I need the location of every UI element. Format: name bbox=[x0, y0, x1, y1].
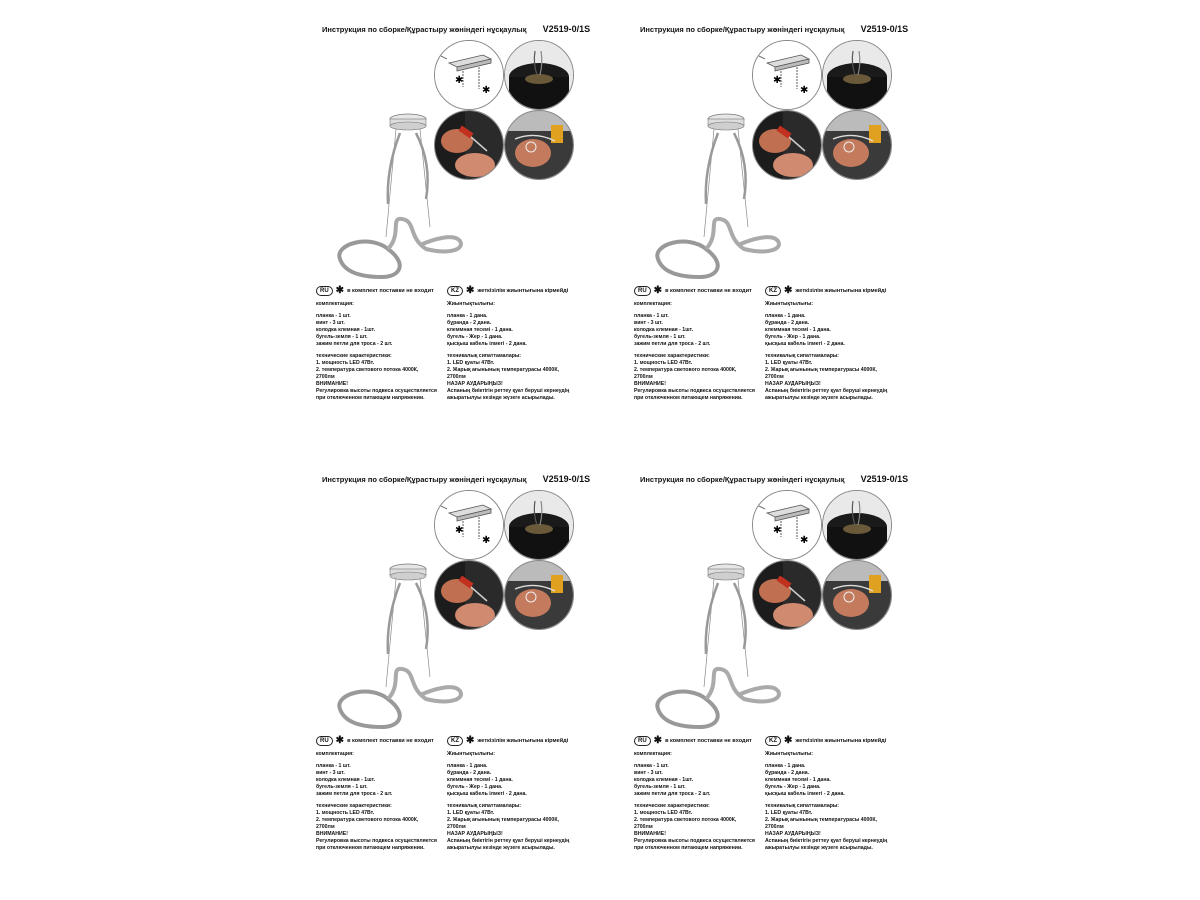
star-icon: ✱ bbox=[335, 735, 345, 746]
kz-tech-title: техникалық сипаттамалары: bbox=[447, 803, 522, 809]
kz-tech-item: 1. LED қуаты 47Вт. bbox=[765, 810, 813, 816]
kz-kit-item: клеммная тесемі - 1 дана. bbox=[765, 777, 831, 783]
terminal-connection-photo bbox=[822, 110, 892, 180]
ru-note: в комплект поставки не входит bbox=[665, 737, 752, 744]
kz-tech-item: 2. Жарық ағынының температурасы 4000К, bbox=[765, 367, 877, 373]
kz-kit-title: Жиынтықтылығы: bbox=[765, 301, 814, 307]
kz-tech-item: 1. LED қуаты 47Вт. bbox=[447, 360, 495, 366]
ru-kit-item: бугель-земля - 1 шт. bbox=[316, 334, 368, 340]
ru-tech-item: 1. мощность LED 47Вт. bbox=[316, 810, 375, 816]
kz-warning-title: НАЗАР АУДАРЫҢЫЗ! bbox=[765, 831, 821, 837]
ru-kit-item: колодка клемная - 1шт. bbox=[316, 327, 376, 333]
title-text: Инструкция по сборке/Құрастыру жөніндегі нұсқаулық bbox=[322, 475, 527, 484]
ru-tech-title: технические характеристики: bbox=[316, 353, 392, 359]
kz-header bbox=[447, 286, 582, 296]
pendant-lamp-illustration bbox=[648, 559, 788, 749]
kz-warning-text: ажыратылуы кезінде жүзеге асырылады. bbox=[765, 395, 873, 401]
kz-note: жеткізілім жиынтығына кірмейді bbox=[477, 737, 569, 744]
star-icon: ✱ bbox=[466, 285, 475, 296]
kz-kit-item: қысқыш кабель ілмегі - 2 дана. bbox=[447, 341, 527, 347]
kz-tech-item: 2700лм bbox=[765, 374, 784, 380]
kz-kit-item: планка - 1 дана. bbox=[447, 763, 488, 769]
ru-kit-item: планка - 1 шт. bbox=[316, 763, 351, 769]
star-icon: ✱ bbox=[784, 285, 793, 296]
kz-warning-text: ажыратылуы кезінде жүзеге асырылады. bbox=[447, 395, 555, 401]
sheet-title bbox=[322, 474, 590, 484]
ru-note: в комплект поставки не входит bbox=[665, 287, 752, 294]
title-text: Инструкция по сборке/Құрастыру жөніндегі нұсқаулық bbox=[640, 475, 845, 484]
kz-kit-item: бұранда - 2 дана. bbox=[447, 320, 492, 326]
ru-kit-item: планка - 1 шт. bbox=[316, 313, 351, 319]
kz-warning-text: Аспаның биіктігін реттеу қуат беруші кернеудің bbox=[447, 388, 570, 394]
terminal-connection-photo bbox=[504, 560, 574, 630]
kz-badge: KZ bbox=[447, 286, 463, 296]
terminal-connection-photo bbox=[504, 110, 574, 180]
terminal-connection-photo bbox=[822, 560, 892, 630]
model-number: V2519-0/1S bbox=[542, 474, 591, 484]
kz-tech-title: техникалық сипаттамалары: bbox=[765, 803, 840, 809]
kz-kit-item: планка - 1 дана. bbox=[765, 763, 806, 769]
ru-kit-title: комплектация: bbox=[634, 751, 672, 757]
ru-tech-item: 2700лм bbox=[634, 374, 653, 380]
ru-section bbox=[316, 736, 444, 852]
ru-header bbox=[634, 736, 762, 746]
kz-kit-item: бугель - Жер - 1 дана. bbox=[447, 334, 503, 340]
kz-header bbox=[447, 736, 582, 746]
ru-warning-text: Регулировка высоты подвеса осуществляется bbox=[316, 388, 437, 394]
star-icon: ✱ bbox=[653, 735, 663, 746]
sheet-title bbox=[640, 24, 908, 34]
kz-kit-title: Жиынтықтылығы: bbox=[447, 301, 496, 307]
kz-warning-title: НАЗАР АУДАРЫҢЫЗ! bbox=[447, 381, 503, 387]
kz-kit-item: планка - 1 дана. bbox=[765, 313, 806, 319]
ru-badge: RU bbox=[634, 286, 651, 296]
kz-kit-item: планка - 1 дана. bbox=[447, 313, 488, 319]
kz-kit-item: клеммная тесемі - 1 дана. bbox=[447, 327, 513, 333]
ru-warning-text: Регулировка высоты подвеса осуществляется bbox=[316, 838, 437, 844]
kz-kit-title: Жиынтықтылығы: bbox=[765, 751, 814, 757]
kz-kit-item: клеммная тесемі - 1 дана. bbox=[765, 327, 831, 333]
kz-kit-item: қысқыш кабель ілмегі - 2 дана. bbox=[765, 341, 845, 347]
ru-warning-text: Регулировка высоты подвеса осуществляется bbox=[634, 388, 755, 394]
ru-tech-item: 2. температура светового потока 4000К, bbox=[634, 817, 737, 823]
kz-warning-title: НАЗАР АУДАРЫҢЫЗ! bbox=[765, 381, 821, 387]
ru-tech-item: 2. температура светового потока 4000К, bbox=[316, 367, 419, 373]
ru-kit-item: планка - 1 шт. bbox=[634, 763, 669, 769]
ru-tech-title: технические характеристики: bbox=[316, 803, 392, 809]
sheet-title bbox=[322, 24, 590, 34]
kz-tech-item: 2700лм bbox=[447, 824, 466, 830]
ru-kit-item: колодка клемная - 1шт. bbox=[316, 777, 376, 783]
title-text: Инструкция по сборке/Құрастыру жөніндегі нұсқаулық bbox=[322, 25, 527, 34]
ru-kit-item: зажим петли для троса - 2 шт. bbox=[634, 791, 711, 797]
model-number: V2519-0/1S bbox=[860, 474, 909, 484]
kz-kit-item: бұранда - 2 дана. bbox=[765, 770, 810, 776]
mounting-bracket-diagram bbox=[434, 490, 504, 560]
sheet-title bbox=[640, 474, 908, 484]
kz-tech-item: 1. LED қуаты 47Вт. bbox=[765, 360, 813, 366]
kz-tech-item: 2700лм bbox=[765, 824, 784, 830]
pendant-lamp-illustration bbox=[330, 559, 470, 749]
ru-tech-title: технические характеристики: bbox=[634, 353, 710, 359]
ru-warning-title: ВНИМАНИЕ! bbox=[316, 831, 348, 837]
ru-kit-item: зажим петли для троса - 2 шт. bbox=[316, 341, 393, 347]
ru-warning-title: ВНИМАНИЕ! bbox=[316, 381, 348, 387]
mounting-bracket-diagram bbox=[752, 490, 822, 560]
kz-badge: KZ bbox=[765, 286, 781, 296]
kz-note: жеткізілім жиынтығына кірмейді bbox=[795, 737, 887, 744]
ru-tech-item: 1. мощность LED 47Вт. bbox=[634, 360, 693, 366]
ru-note: в комплект поставки не входит bbox=[347, 287, 434, 294]
ru-kit-item: винт - 3 шт. bbox=[316, 320, 345, 326]
svg-text:✱: ✱ bbox=[800, 85, 809, 96]
pendant-lamp-illustration bbox=[648, 109, 788, 299]
ru-header bbox=[316, 286, 444, 296]
canopy-wiring-photo bbox=[822, 40, 892, 110]
ru-warning-text: при отключенном питающем напряжении. bbox=[316, 395, 425, 401]
kz-kit-item: қысқыш кабель ілмегі - 2 дана. bbox=[765, 791, 845, 797]
kz-kit-title: Жиынтықтылығы: bbox=[447, 751, 496, 757]
kz-kit-item: бұранда - 2 дана. bbox=[765, 320, 810, 326]
star-icon: ✱ bbox=[335, 285, 345, 296]
ru-kit-item: бугель-земля - 1 шт. bbox=[634, 334, 686, 340]
svg-text:✱: ✱ bbox=[482, 535, 491, 546]
kz-warning-title: НАЗАР АУДАРЫҢЫЗ! bbox=[447, 831, 503, 837]
ru-tech-item: 1. мощность LED 47Вт. bbox=[634, 810, 693, 816]
kz-tech-item: 2. Жарық ағынының температурасы 4000К, bbox=[447, 367, 559, 373]
instruction-sheet bbox=[316, 24, 622, 444]
svg-text:✱: ✱ bbox=[455, 525, 464, 536]
kz-kit-item: бугель - Жер - 1 дана. bbox=[765, 334, 821, 340]
kz-header bbox=[765, 736, 900, 746]
kz-tech-title: техникалық сипаттамалары: bbox=[447, 353, 522, 359]
star-icon: ✱ bbox=[653, 285, 663, 296]
kz-warning-text: ажыратылуы кезінде жүзеге асырылады. bbox=[447, 845, 555, 851]
svg-text:✱: ✱ bbox=[773, 75, 782, 86]
kz-section bbox=[765, 286, 900, 402]
pendant-lamp-illustration bbox=[330, 109, 470, 299]
star-icon: ✱ bbox=[466, 735, 475, 746]
ru-kit-item: бугель-земля - 1 шт. bbox=[634, 784, 686, 790]
ru-note: в комплект поставки не входит bbox=[347, 737, 434, 744]
ru-tech-item: 2700лм bbox=[316, 374, 335, 380]
ru-kit-item: бугель-земля - 1 шт. bbox=[316, 784, 368, 790]
ru-warning-text: при отключенном питающем напряжении. bbox=[316, 845, 425, 851]
kz-note: жеткізілім жиынтығына кірмейді bbox=[795, 287, 887, 294]
kz-tech-item: 1. LED қуаты 47Вт. bbox=[447, 810, 495, 816]
ru-kit-title: комплектация: bbox=[316, 301, 354, 307]
kz-kit-item: бұранда - 2 дана. bbox=[447, 770, 492, 776]
ru-badge: RU bbox=[316, 736, 333, 746]
kz-header bbox=[765, 286, 900, 296]
ru-warning-text: при отключенном питающем напряжении. bbox=[634, 395, 743, 401]
ru-warning-text: Регулировка высоты подвеса осуществляется bbox=[634, 838, 755, 844]
ru-kit-item: винт - 3 шт. bbox=[316, 770, 345, 776]
ru-kit-item: винт - 3 шт. bbox=[634, 770, 663, 776]
canopy-wiring-photo bbox=[504, 490, 574, 560]
star-icon: ✱ bbox=[784, 735, 793, 746]
kz-badge: KZ bbox=[447, 736, 463, 746]
kz-tech-item: 2700лм bbox=[447, 374, 466, 380]
model-number: V2519-0/1S bbox=[542, 24, 591, 34]
ru-kit-item: планка - 1 шт. bbox=[634, 313, 669, 319]
ru-warning-title: ВНИМАНИЕ! bbox=[634, 381, 666, 387]
kz-kit-item: бугель - Жер - 1 дана. bbox=[765, 784, 821, 790]
instruction-sheet bbox=[316, 474, 622, 894]
kz-note: жеткізілім жиынтығына кірмейді bbox=[477, 287, 569, 294]
ru-kit-item: зажим петли для троса - 2 шт. bbox=[634, 341, 711, 347]
ru-tech-item: 1. мощность LED 47Вт. bbox=[316, 360, 375, 366]
ru-tech-item: 2700лм bbox=[634, 824, 653, 830]
svg-text:✱: ✱ bbox=[800, 535, 809, 546]
kz-tech-title: техникалық сипаттамалары: bbox=[765, 353, 840, 359]
canopy-wiring-photo bbox=[504, 40, 574, 110]
ru-kit-item: колодка клемная - 1шт. bbox=[634, 327, 694, 333]
kz-section bbox=[447, 286, 582, 402]
instruction-sheet bbox=[634, 474, 940, 894]
kz-warning-text: Аспаның биіктігін реттеу қуат беруші кернеудің bbox=[447, 838, 570, 844]
ru-kit-item: колодка клемная - 1шт. bbox=[634, 777, 694, 783]
model-number: V2519-0/1S bbox=[860, 24, 909, 34]
ru-tech-item: 2. температура светового потока 4000К, bbox=[316, 817, 419, 823]
instruction-sheet bbox=[634, 24, 940, 444]
kz-tech-item: 2. Жарық ағынының температурасы 4000К, bbox=[765, 817, 877, 823]
mounting-bracket-diagram bbox=[752, 40, 822, 110]
ru-tech-item: 2. температура светового потока 4000К, bbox=[634, 367, 737, 373]
canopy-wiring-photo bbox=[822, 490, 892, 560]
kz-warning-text: ажыратылуы кезінде жүзеге асырылады. bbox=[765, 845, 873, 851]
kz-warning-text: Аспаның биіктігін реттеу қуат беруші кернеудің bbox=[765, 388, 888, 394]
svg-text:✱: ✱ bbox=[455, 75, 464, 86]
ru-warning-title: ВНИМАНИЕ! bbox=[634, 831, 666, 837]
title-text: Инструкция по сборке/Құрастыру жөніндегі нұсқаулық bbox=[640, 25, 845, 34]
ru-kit-item: винт - 3 шт. bbox=[634, 320, 663, 326]
ru-header bbox=[634, 286, 762, 296]
ru-section bbox=[316, 286, 444, 402]
kz-kit-item: клеммная тесемі - 1 дана. bbox=[447, 777, 513, 783]
kz-badge: KZ bbox=[765, 736, 781, 746]
kz-tech-item: 2. Жарық ағынының температурасы 4000К, bbox=[447, 817, 559, 823]
svg-text:✱: ✱ bbox=[482, 85, 491, 96]
kz-kit-item: бугель - Жер - 1 дана. bbox=[447, 784, 503, 790]
ru-kit-title: комплектация: bbox=[634, 301, 672, 307]
kz-kit-item: қысқыш кабель ілмегі - 2 дана. bbox=[447, 791, 527, 797]
ru-tech-title: технические характеристики: bbox=[634, 803, 710, 809]
ru-warning-text: при отключенном питающем напряжении. bbox=[634, 845, 743, 851]
ru-badge: RU bbox=[634, 736, 651, 746]
ru-kit-item: зажим петли для троса - 2 шт. bbox=[316, 791, 393, 797]
ru-section bbox=[634, 736, 762, 852]
ru-kit-title: комплектация: bbox=[316, 751, 354, 757]
svg-text:✱: ✱ bbox=[773, 525, 782, 536]
kz-section bbox=[447, 736, 582, 852]
mounting-bracket-diagram bbox=[434, 40, 504, 110]
kz-section bbox=[765, 736, 900, 852]
kz-warning-text: Аспаның биіктігін реттеу қуат беруші кернеудің bbox=[765, 838, 888, 844]
ru-badge: RU bbox=[316, 286, 333, 296]
ru-header bbox=[316, 736, 444, 746]
ru-section bbox=[634, 286, 762, 402]
ru-tech-item: 2700лм bbox=[316, 824, 335, 830]
